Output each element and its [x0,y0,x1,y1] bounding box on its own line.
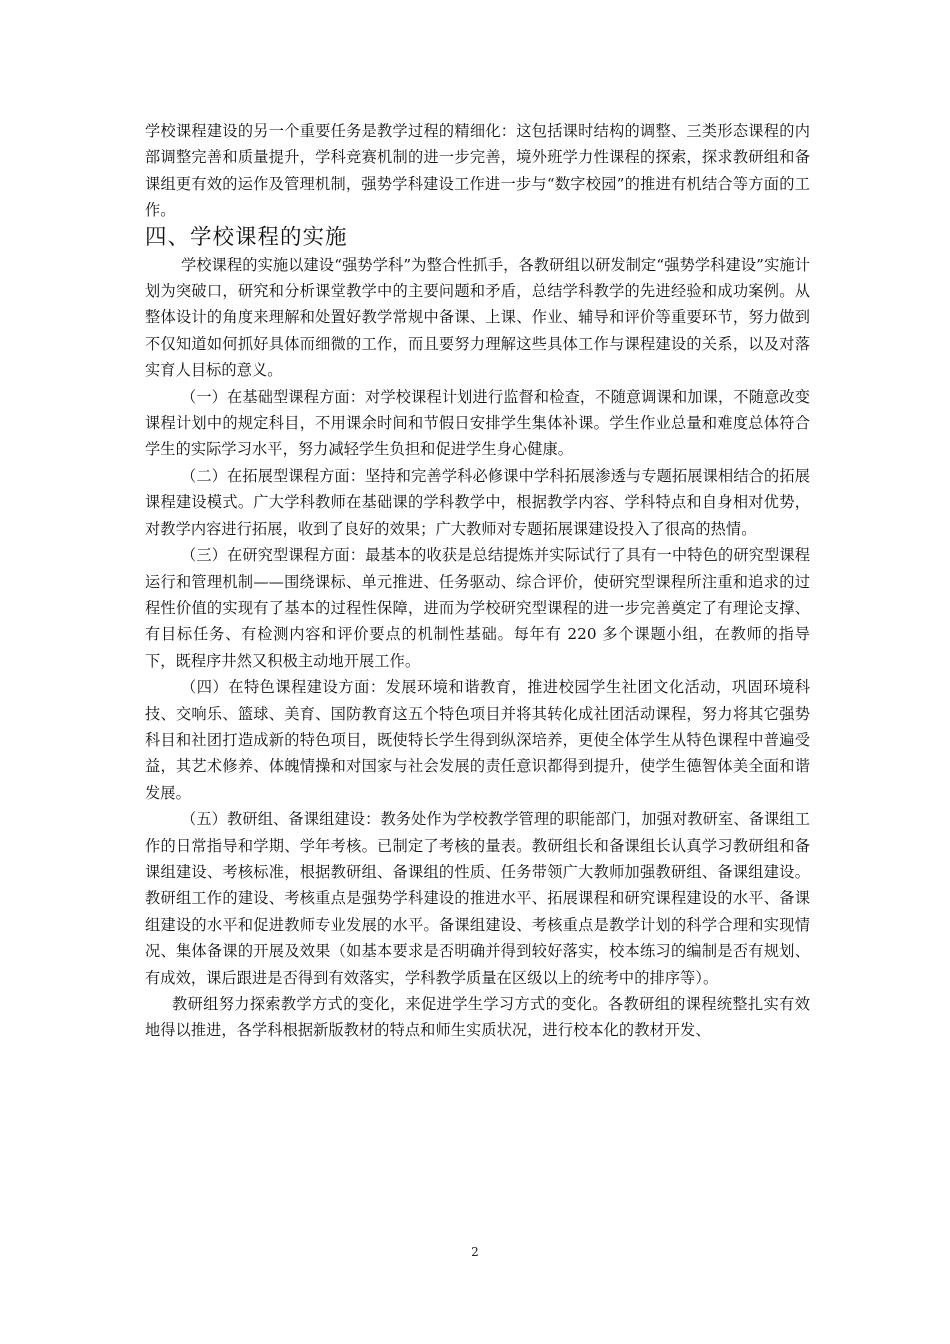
paragraph-basic-courses: （一）在基础型课程方面：对学校课程计划进行监督和检查，不随意调课和加课，不随意改变课程计划中的规定科目，不用课余时间和节假日安排学生集体补课。学生作业总量和难度总体符合学生的实际学习水平，努力减轻学生负担和促进学生身心健康。 [145,387,810,459]
document-body [145,118,810,1044]
paragraph-implementation: 学校课程的实施以建设“强势学科”为整合性抓手，各教研组以研发制定“强势学科建设”实施计划为突破口，研究和分析课堂教学中的主要问题和矛盾，总结学科教学的先进经验和成功案例。从整体设计的角度来理解和处置好教学常规中备课、上课、作业、辅导和评价等重要环节，努力做到不仅知道如何抓好具体而细微的工作，而且要努力理解这些具体工作与课程建设的关系，以及对落实育人目标的意义。 [145,255,810,380]
intro-paragraph: 学校课程建设的另一个重要任务是教学过程的精细化：这包括课时结构的调整、三类形态课程的内部调整完善和质量提升，学科竞赛机制的进一步完善，境外班学力性课程的探索，探求教研组和备课组更有效的运作及管理机制，强势学科建设工作进一步与“数字校园”的推进有机结合等方面的工作。 [145,122,810,220]
section-heading: 四、学校课程的实施 [145,224,348,250]
paragraph-featured-courses: （四）在特色课程建设方面：发展环境和谐教育，推进校园学生社团文化活动，巩固环境科技、交响乐、篮球、美育、国防教育这五个特色项目并将其转化成社团活动课程，努力将其它强势科目和社团打造成新的特色项目，既使特长学生得到纵深培养，更使全体学生从特色课程中普遍受益，其艺术修养、体魄情操和对国家与社会发展的责任意识都得到提升，使学生德智体美全面和谐发展。 [145,678,810,802]
paragraph-research-courses: （三）在研究型课程方面：最基本的收获是总结提炼并实际试行了具有一中特色的研究型课程运行和管理机制——围绕课标、单元推进、任务驱动、综合评价，使研究型课程所注重和追求的过程性价值的实现有了基本的过程性保障，进而为学校研究型课程的进一步完善奠定了有理论支撑、有目标任务、有检测内容和评价要点的机制性基础。每年有 220 多个课题小组，在教师的指导下，既程序井然又积极主动地开展工作。 [145,546,810,670]
page-number: 2 [471,1245,479,1259]
paragraph-extended-courses: （二）在拓展型课程方面：坚持和完善学科必修课中学科拓展渗透与专题拓展课相结合的拓展课程建设模式。广大学科教师在基础课的学科教学中，根据教学内容、学科特点和自身相对优势，对教学内容进行拓展，收到了良好的效果；广大教师对专题拓展课建设投入了很高的热情。 [145,466,810,538]
paragraph-teaching-groups: （五）教研组、备课组建设：教务处作为学校教学管理的职能部门，加强对教研室、备课组工作的日常指导和学期、学年考核。已制定了考核的量表。教研组长和备课组长认真学习教研组和备课组建设、考核标准，根据教研组、备课组的性质、任务带领广大教师加强教研组、备课组建设。教研组工作的建设、考核重点是强势学科建设的推进水平、拓展课程和研究课程建设的水平、备课组建设的水平和促进教师专业发展的水平。备课组建设、考核重点是教学计划的科学合理和实现情况、集体备课的开展及效果（如基本要求是否明确并得到较好落实，校本练习的编制是否有规划、有成效，课后跟进是否得到有效落实，学科教学质量在区级以上的统考中的排序等）。 [145,810,810,987]
paragraph-teaching-methods: 教研组努力探索教学方式的变化，来促进学生学习方式的变化。各教研组的课程统整扎实有效地得以推进，各学科根据新版教材的特点和师生实质状况，进行校本化的教材开发、 [145,995,810,1040]
